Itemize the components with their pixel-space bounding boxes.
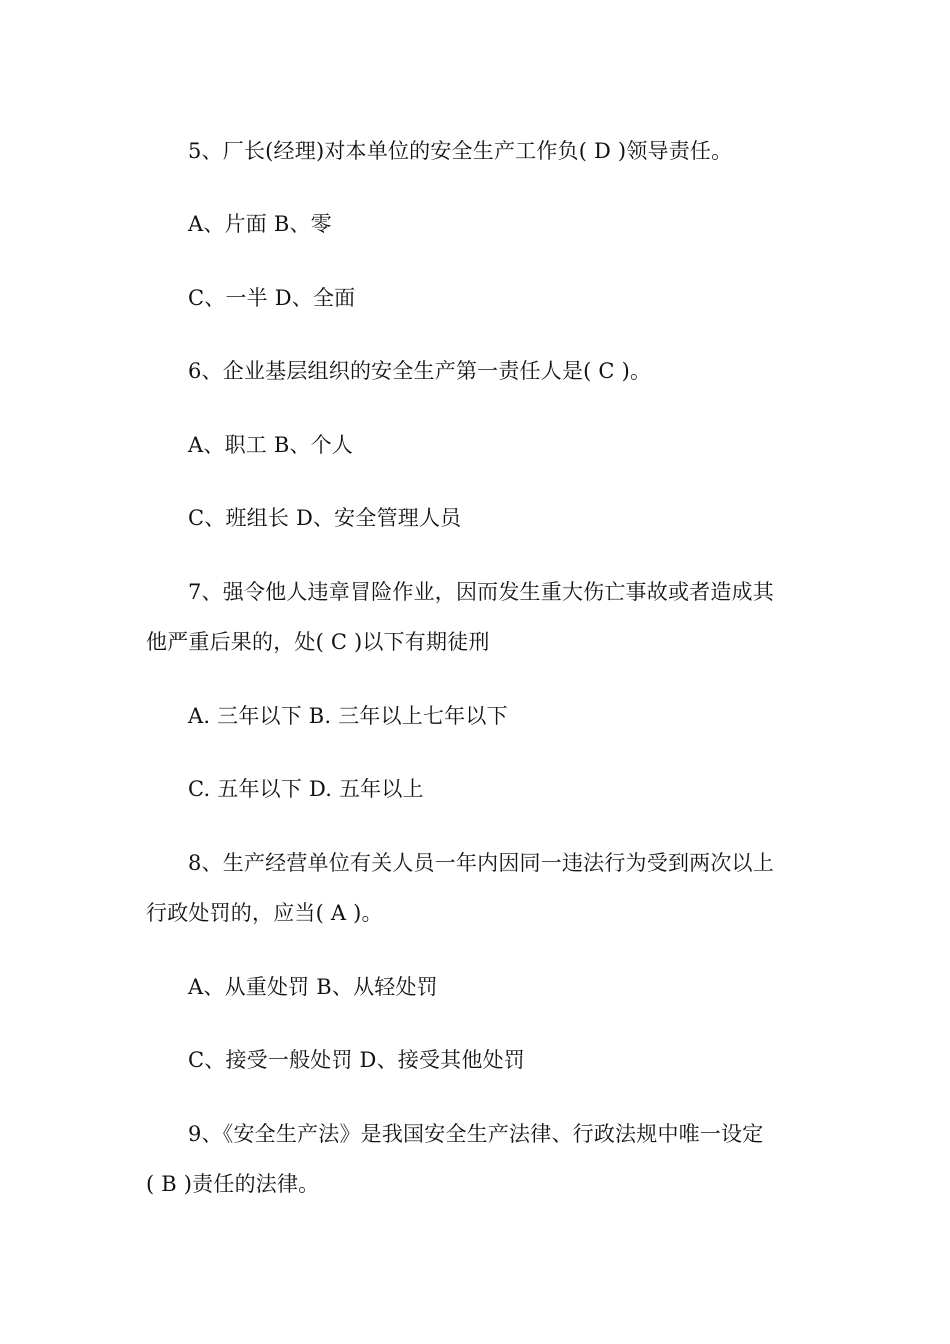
question-8-options-ab: A、从重处罚 B、从轻处罚 [188, 975, 438, 999]
question-9-line-1: 9、《安全生产法》是我国安全生产法律、行政法规中唯一设定 [188, 1122, 764, 1146]
question-7-options-ab: A. 三年以下 B. 三年以上七年以下 [188, 704, 508, 728]
question-7-options-cd: C. 五年以下 D. 五年以上 [188, 777, 424, 801]
question-5-options-ab: A、片面 B、零 [188, 212, 332, 236]
question-7-line-1: 7、强令他人违章冒险作业，因而发生重大伤亡事故或者造成其 [188, 580, 774, 604]
question-6-options-ab: A、职工 B、个人 [188, 433, 354, 457]
question-8-line-1: 8、生产经营单位有关人员一年内因同一违法行为受到两次以上 [188, 851, 774, 875]
question-7-line-2: 他严重后果的，处( C )以下有期徒刑 [146, 630, 490, 654]
question-6: 6、企业基层组织的安全生产第一责任人是( C )。 [188, 359, 652, 383]
question-6-options-cd: C、班组长 D、安全管理人员 [188, 506, 462, 530]
question-8-options-cd: C、接受一般处罚 D、接受其他处罚 [188, 1048, 525, 1072]
question-5-options-cd: C、一半 D、全面 [188, 286, 356, 310]
question-5: 5、厂长(经理)对本单位的安全生产工作负( D )领导责任。 [188, 139, 733, 163]
question-9-line-2: ( B )责任的法律。 [146, 1172, 320, 1196]
question-8-line-2: 行政处罚的，应当( A )。 [146, 901, 383, 925]
